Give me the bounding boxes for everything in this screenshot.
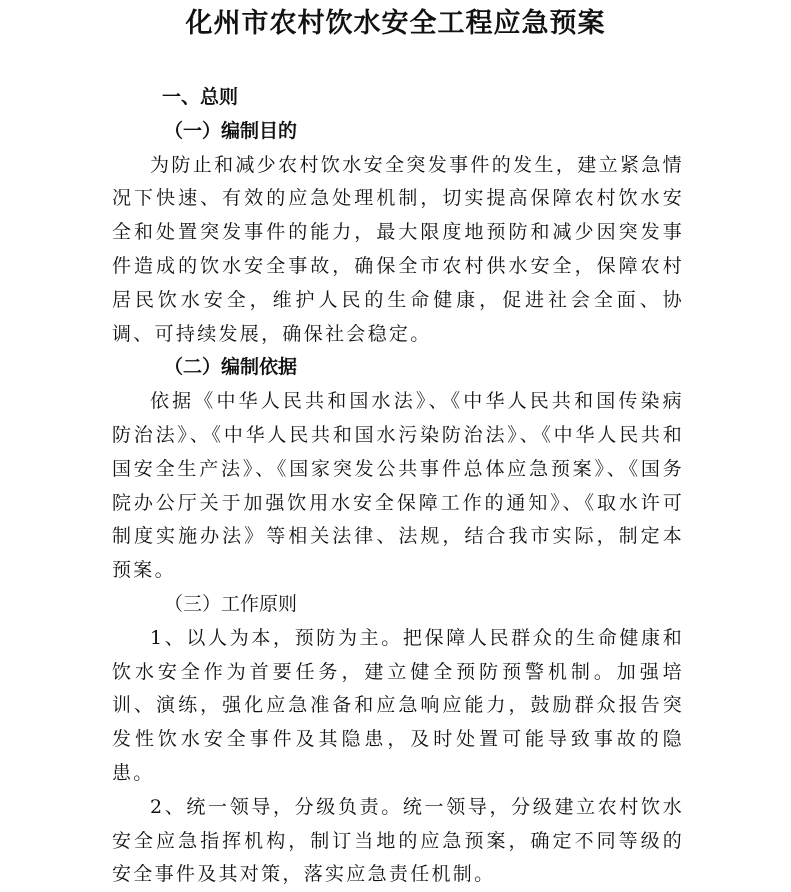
paragraph-principle-1: 1、以人为本，预防为主。把保障人民群众的生命健康和饮水安全作为首要任务，建立健全预防预警机制。加强培训、演练，强化应急准备和应急响应能力，鼓励群众报告突发性饮水安全事件及其隐患，及时处置可能导致事故的隐患。 <box>112 626 684 784</box>
document-title: 化州市农村饮水安全工程应急预案 <box>185 8 606 39</box>
subsection-heading-principles: （三）工作原则 <box>164 592 298 615</box>
paragraph-basis: 依据《中华人民共和国水法》、《中华人民共和国传染病防治法》、《中华人民共和国水污染防治法》、《中华人民共和国安全生产法》、《国家突发公共事件总体应急预案》、《国务院办公厅关于加强饮用水安全保障工作的通知》、《取水许可制度实施办法》等相关法律、法规，结合我市实际，制定本预案。 <box>112 390 684 582</box>
paragraph-purpose: 为防止和减少农村饮水安全突发事件的发生，建立紧急情况下快速、有效的应急处理机制，切实提高保障农村饮水安全和处置突发事件的能力，最大限度地预防和减少因突发事件造成的饮水安全事故，确保全市农村供水安全，保障农村居民饮水安全，维护人民的生命健康，促进社会全面、协调、可持续发展，确保社会稳定。 <box>112 153 684 345</box>
paragraph-principle-2: 2、统一领导，分级负责。统一领导，分级建立农村饮水安全应急指挥机构，制订当地的应急预案，确定不同等级的安全事件及其对策，落实应急责任机制。 <box>112 795 684 886</box>
subsection-heading-purpose: （一）编制目的 <box>164 119 298 142</box>
section-heading-general: 一、总则 <box>162 86 239 108</box>
document-body <box>112 81 684 892</box>
subsection-heading-basis: （二）编制依据 <box>164 356 298 379</box>
